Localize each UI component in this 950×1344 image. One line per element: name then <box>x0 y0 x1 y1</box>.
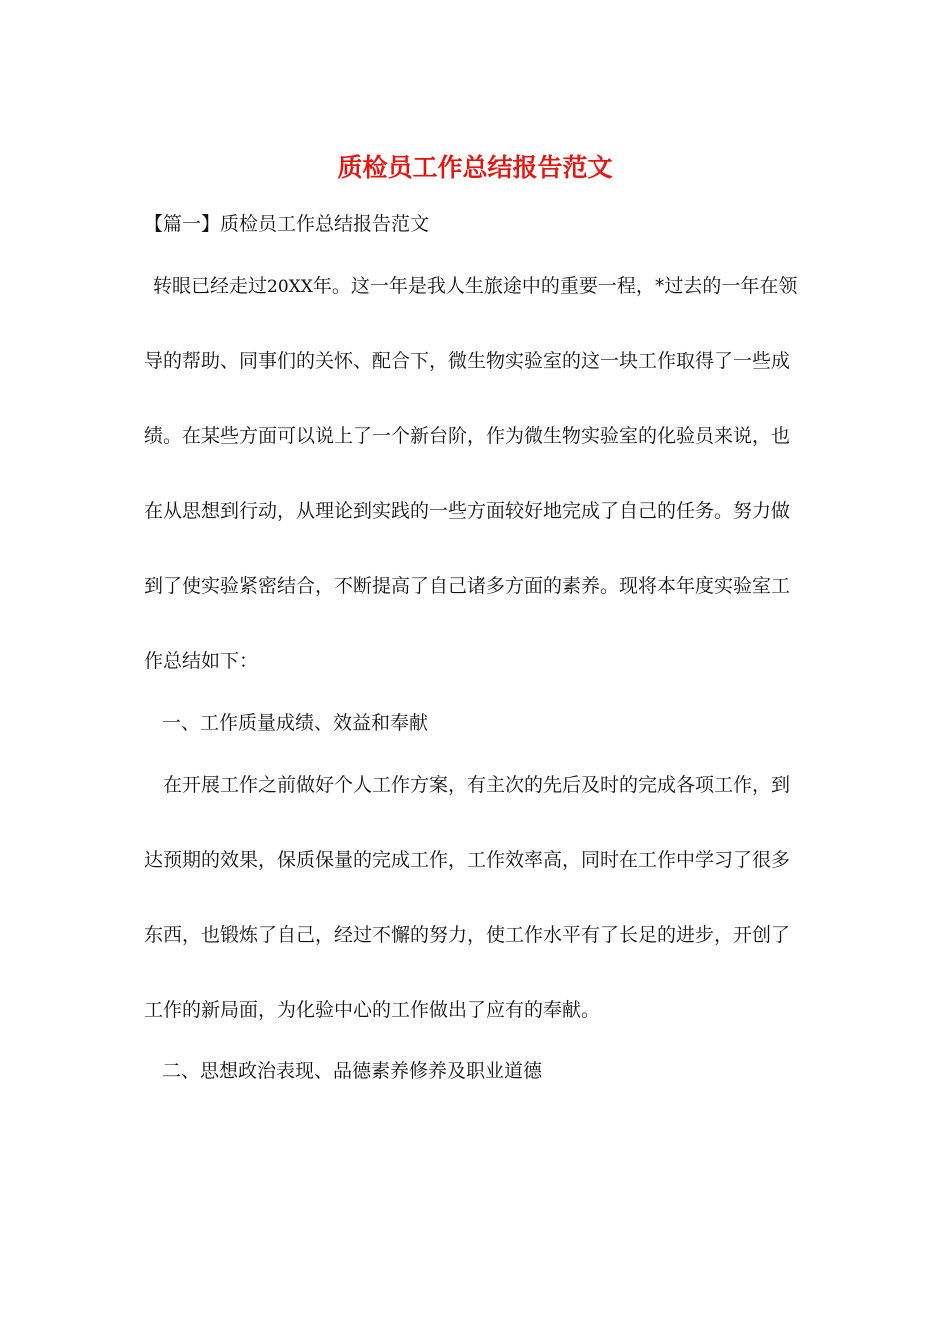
paragraph-2-line-1: 在开展工作之前做好个人工作方案，有主次的先后及时的完成各项工作，到 <box>163 774 791 796</box>
paragraph-1-line-1-end: 年。这一年是我人生旅途中的重要一程，*过去的一年在领 <box>312 275 798 297</box>
paragraph-1-line-4: 在从思想到行动，从理论到实践的一些方面较好地完成了自己的任务。努力做 <box>144 500 791 522</box>
paragraph-1-line-5: 到了使实验紧密结合，不断提高了自己诸多方面的素养。现将本年度实验室工 <box>144 575 791 597</box>
paragraph-1-line-1 <box>144 272 813 301</box>
heading-1: 一、工作质量成绩、效益和奉献 <box>162 712 429 734</box>
document-title: 质检员工作总结报告范文 <box>337 153 613 182</box>
paragraph-2-line-4: 工作的新局面，为化验中心的工作做出了应有的奉献。 <box>144 999 601 1021</box>
paragraph-1-line-1-start: 转眼已经走过 <box>153 275 268 297</box>
paragraph-1-line-6: 作总结如下： <box>144 650 259 672</box>
heading-2: 二、思想政治表现、品德素养修养及职业道德 <box>162 1060 543 1082</box>
section-heading: 【篇一】质检员工作总结报告范文 <box>144 213 430 235</box>
year-text: 20XX <box>267 277 313 297</box>
paragraph-2-line-2: 达预期的效果，保质保量的完成工作，工作效率高，同时在工作中学习了很多 <box>144 849 791 871</box>
paragraph-1-line-2: 导的帮助、同事们的关怀、配合下，微生物实验室的这一块工作取得了一些成 <box>144 350 791 372</box>
paragraph-2-line-3: 东西，也锻炼了自己，经过不懈的努力，使工作水平有了长足的进步，开创了 <box>144 924 791 946</box>
paragraph-1-line-3: 绩。在某些方面可以说上了一个新台阶，作为微生物实验室的化验员来说，也 <box>144 425 791 447</box>
